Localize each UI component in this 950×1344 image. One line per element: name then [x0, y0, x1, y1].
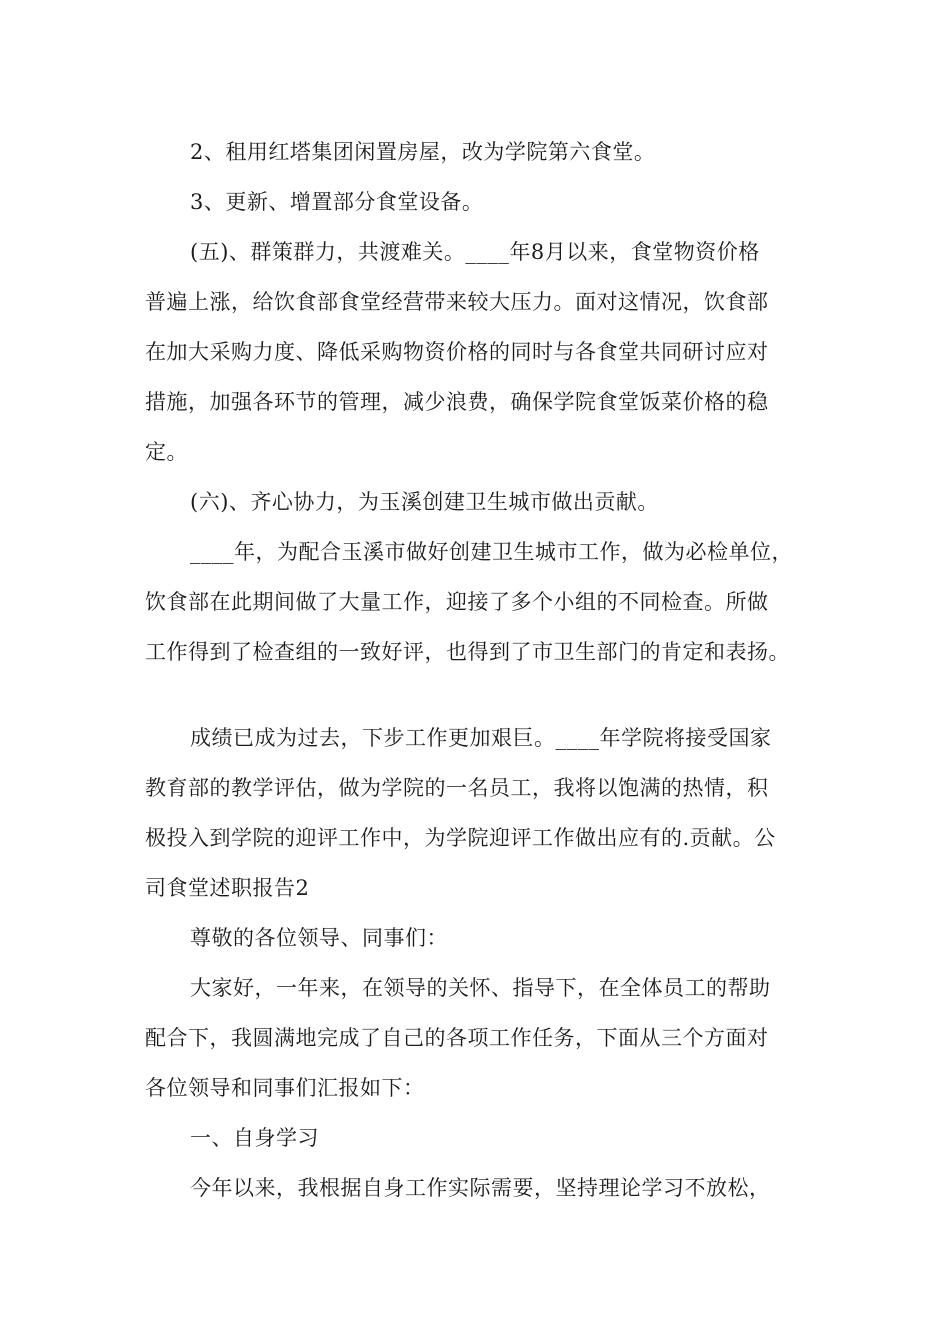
text-line: 措施，加强各环节的管理，减少浪费，确保学院食堂饭菜价格的稳	[145, 390, 769, 414]
text-line: 大家好，一年来，在领导的关怀、指导下，在全体员工的帮助	[190, 976, 771, 1000]
text-line: 工作得到了检查组的一致好评，也得到了市卫生部门的肯定和表扬。	[145, 640, 790, 664]
text-line: 今年以来，我根据自身工作实际需要，坚持理论学习不放松，	[190, 1176, 771, 1200]
text-line: (五)、群策群力，共渡难关。____年8月以来，食堂物资价格	[190, 240, 760, 264]
text-line: 在加大采购力度、降低采购物资价格的同时与各食堂共同研讨应对	[145, 340, 769, 364]
text-line: (六)、齐心协力，为玉溪创建卫生城市做出贡献。	[190, 490, 659, 514]
text-line: ____年，为配合玉溪市做好创建卫生城市工作，做为必检单位，	[190, 540, 793, 564]
paragraph-gap	[145, 677, 810, 713]
text-line: 普遍上涨，给饮食部食堂经营带来较大压力。面对这情况，饮食部	[145, 290, 769, 314]
text-line: 2、租用红塔集团闲置房屋，改为学院第六食堂。	[190, 140, 656, 164]
text-line: 3、更新、增置部分食堂设备。	[190, 190, 484, 214]
text-line: 饮食部在此期间做了大量工作，迎接了多个小组的不同检查。所做	[145, 590, 769, 614]
document-body	[145, 127, 810, 1213]
text-line: 各位领导和同事们汇报如下：	[145, 1076, 425, 1100]
text-line: 教育部的教学评估，做为学院的一名员工，我将以饱满的热情，积	[145, 776, 769, 800]
text-line: 极投入到学院的迎评工作中，为学院迎评工作做出应有的.贡献。公	[145, 826, 776, 850]
text-line: 司食堂述职报告2	[145, 876, 310, 900]
text-line: 尊敬的各位领导、同事们：	[190, 926, 448, 950]
text-line: 成绩已成为过去，下步工作更加艰巨。____年学院将接受国家	[190, 726, 772, 750]
text-line: 配合下，我圆满地完成了自己的各项工作任务，下面从三个方面对	[145, 1026, 769, 1050]
section-heading: 一、自身学习	[190, 1126, 319, 1150]
text-line: 定。	[145, 440, 188, 464]
